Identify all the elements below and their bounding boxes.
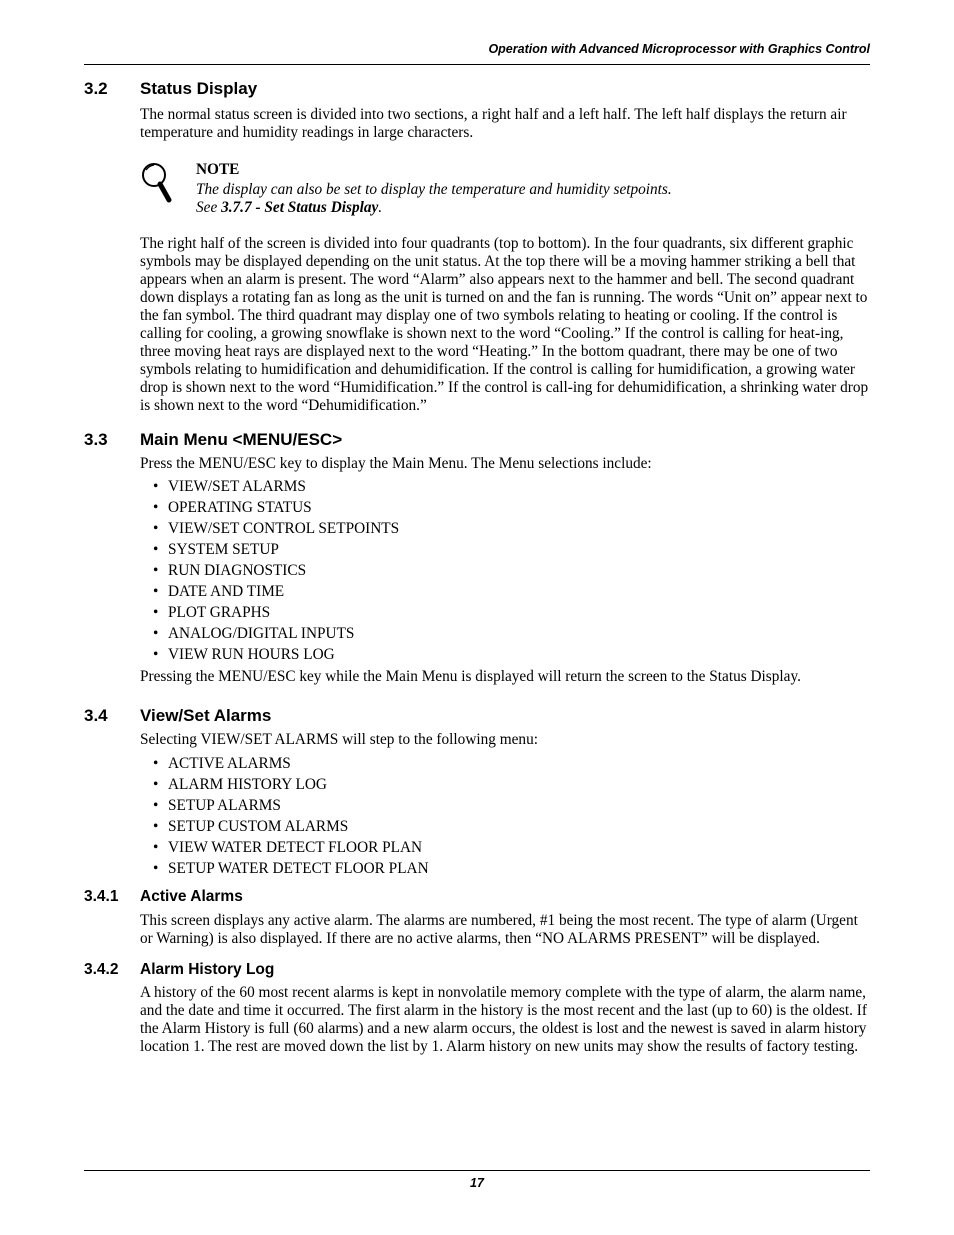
list-item-label: SETUP WATER DETECT FLOOR PLAN <box>168 860 429 877</box>
bullet-icon: • <box>153 797 159 814</box>
section-3-4-1 <box>84 887 870 948</box>
subsection-heading <box>84 887 870 907</box>
paragraph: Press the MENU/ESC key to display the Main Menu. The Menu selections include: <box>140 455 652 472</box>
list-item <box>140 623 870 644</box>
note-line <box>196 199 672 217</box>
list-item-label: PLOT GRAPHS <box>168 604 271 621</box>
bullet-icon: • <box>153 860 159 877</box>
main-menu-list <box>140 476 870 665</box>
running-header: Operation with Advanced Microprocessor with Graphics Control <box>488 42 870 56</box>
bullet-icon: • <box>153 478 159 495</box>
bullet-icon: • <box>153 562 159 579</box>
section-heading <box>84 78 870 100</box>
section-3-4-2 <box>84 960 870 1056</box>
list-item-label: ALARM HISTORY LOG <box>168 776 327 793</box>
bullet-icon: • <box>153 776 159 793</box>
bullet-icon: • <box>153 818 159 835</box>
section-title: View/Set Alarms <box>140 706 272 725</box>
section-heading <box>84 705 870 727</box>
list-item-label: ACTIVE ALARMS <box>168 755 291 772</box>
bullet-icon: • <box>153 499 159 516</box>
list-item <box>140 753 870 774</box>
footer-rule <box>84 1170 870 1171</box>
alarms-menu-list <box>140 753 870 879</box>
section-title: Alarm History Log <box>140 961 275 978</box>
bullet-icon: • <box>153 839 159 856</box>
note-reference: 3.7.7 - Set Status Display <box>221 199 379 216</box>
list-item-label: DATE AND TIME <box>168 583 285 600</box>
section-number: 3.3 <box>84 430 108 449</box>
list-item-label: VIEW/SET ALARMS <box>168 478 306 495</box>
list-item-label: RUN DIAGNOSTICS <box>168 562 307 579</box>
section-number: 3.4.1 <box>84 888 119 905</box>
magnifier-icon <box>140 161 176 205</box>
paragraph: A history of the 60 most recent alarms is kept in nonvolatile memory complete with the type of alarm, the alarm name, and the date and time it occurred. The first alarm in the history is the most recent and the last (up to 60) is the oldest. If the Alarm History is full (60 alarms) and a new alarm occurs, the oldest is lost and the newest is saved in alarm history location 1. The rest are moved down the list by 1. Alarm history on new units may show the results of factory testing. <box>140 984 867 1055</box>
note-see: See <box>196 199 222 216</box>
list-item <box>140 837 870 858</box>
list-item <box>140 602 870 623</box>
list-item-label: OPERATING STATUS <box>168 499 312 516</box>
list-item <box>140 858 870 879</box>
note-period: . <box>378 199 383 216</box>
bullet-icon: • <box>153 541 159 558</box>
bullet-icon: • <box>153 583 159 600</box>
list-item <box>140 581 870 602</box>
section-number: 3.4 <box>84 706 108 725</box>
list-item-label: VIEW WATER DETECT FLOOR PLAN <box>168 839 423 856</box>
bullet-icon: • <box>153 520 159 537</box>
section-number: 3.4.2 <box>84 961 119 978</box>
list-item-label: ANALOG/DIGITAL INPUTS <box>168 625 355 642</box>
section-heading <box>84 429 870 451</box>
list-item <box>140 644 870 665</box>
paragraph: This screen displays any active alarm. The alarms are numbered, #1 being the most recent. The type of alarm (Urgent or Warning) is also displayed. If there are no active alarms, then “NO ALARMS PRESENT” will be displayed. <box>140 912 858 947</box>
section-title: Main Menu <MENU/ESC> <box>140 430 343 449</box>
list-item <box>140 539 870 560</box>
list-item <box>140 518 870 539</box>
section-3-4 <box>84 705 870 879</box>
list-item-label: VIEW/SET CONTROL SETPOINTS <box>168 520 400 537</box>
page-content <box>84 78 870 1056</box>
section-3-3 <box>84 429 870 686</box>
section-number: 3.2 <box>84 79 108 98</box>
note-line: The display can also be set to display the temperature and humidity setpoints. <box>196 181 672 198</box>
paragraph: The right half of the screen is divided into four quadrants (top to bottom). In the four quadrants, six different graphic symbols may be displayed depending on the unit status. At the top there will be a moving hammer striking a bell that appears when an alarm is present. The word “Alarm” also appears next to the hammer and bell. The second quadrant down displays a rotating fan as long as the unit is turned on and the fan is running. The words “Unit on” appear next to the fan symbol. The third quadrant may display one of two symbols relating to heating or cooling. If the control is calling for cooling, a growing snowflake is shown next to the word “Cooling.” If the control is calling for heat-ing, three moving heat rays are displayed next to the word “Heating.” In the bottom quadrant, there may be one of two symbols relating to humidification and dehumidification. If the control is calling for humidification, a growing water drop is shown next to the word “Humidification.” If the control is call-ing for dehumidification, a shrinking water drop is shown next to the word “Dehumidification.” <box>140 235 869 414</box>
list-item-label: SETUP ALARMS <box>168 797 281 814</box>
list-item <box>140 497 870 518</box>
note-text <box>196 161 672 217</box>
subsection-heading <box>84 960 870 980</box>
paragraph: Pressing the MENU/ESC key while the Main Menu is displayed will return the screen to the Status Display. <box>140 668 801 685</box>
note-title: NOTE <box>196 161 240 178</box>
list-item-label: VIEW RUN HOURS LOG <box>168 646 335 663</box>
note-box <box>140 161 870 223</box>
section-title: Status Display <box>140 79 258 98</box>
list-item <box>140 795 870 816</box>
bullet-icon: • <box>153 625 159 642</box>
list-item <box>140 816 870 837</box>
paragraph: The normal status screen is divided into two sections, a right half and a left half. The left half displays the return air temperature and humidity readings in large characters. <box>140 106 847 141</box>
list-item-label: SETUP CUSTOM ALARMS <box>168 818 349 835</box>
header-rule <box>84 64 870 65</box>
list-item <box>140 560 870 581</box>
bullet-icon: • <box>153 604 159 621</box>
list-item <box>140 774 870 795</box>
page-number: 17 <box>470 1176 484 1190</box>
paragraph: Selecting VIEW/SET ALARMS will step to the following menu: <box>140 731 538 748</box>
list-item-label: SYSTEM SETUP <box>168 541 279 558</box>
section-3-2 <box>84 78 870 415</box>
list-item <box>140 476 870 497</box>
bullet-icon: • <box>153 646 159 663</box>
section-title: Active Alarms <box>140 888 243 905</box>
bullet-icon: • <box>153 755 159 772</box>
